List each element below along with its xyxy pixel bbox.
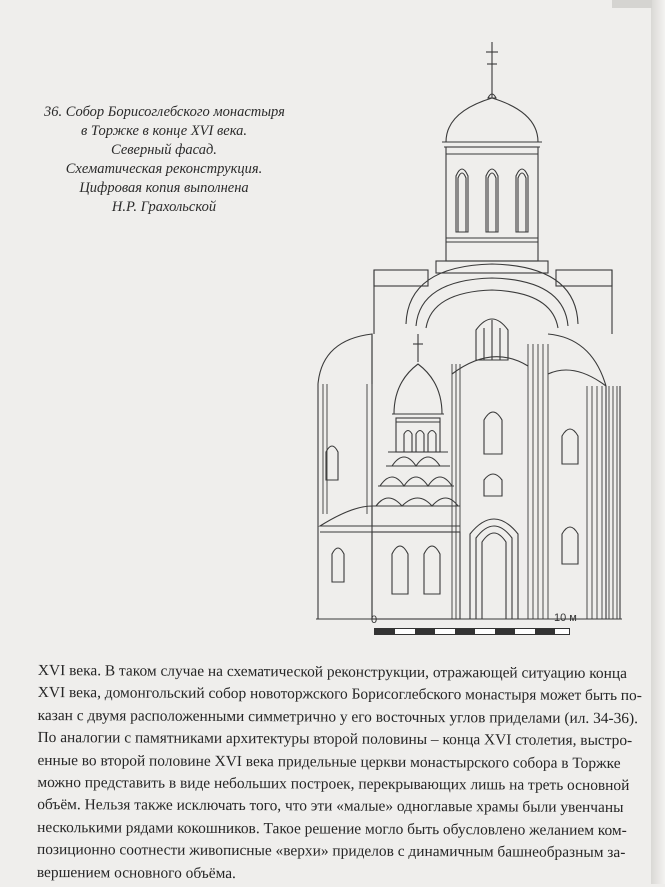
page-top-strip — [612, 0, 652, 8]
caption-line: Северный фасад. — [111, 142, 217, 158]
figure-caption — [44, 103, 284, 217]
text-line: позиционно соотнести живописные «верхи» приделов с динамичным башнеобразным за- — [36, 841, 626, 862]
text-line: можно представить в виде небольших построек, перекрывающих лишь на треть основной — [37, 774, 630, 795]
text-line: казан с двумя расположенными симметрично у его восточных углов приделами (ил. 34-36). — [37, 706, 639, 727]
text-line: вершением основного объёма. — [36, 863, 236, 882]
body-text — [37, 660, 660, 887]
caption-line: 36. Собор Борисоглебского монастыря — [44, 104, 285, 120]
text-line: несколькими рядами кокошников. Такое решение могло быть обусловлено желанием ком- — [37, 818, 627, 839]
scale-bar — [374, 628, 570, 635]
text-line: По аналогии с памятниками архитектуры второй половины – конца XVI столетия, выстро- — [37, 729, 633, 750]
caption-line: Схематическая реконструкция. — [65, 161, 263, 177]
text-line: XVI века. В таком случае на схематической реконструкции, отражающей ситуацию конца — [37, 662, 627, 683]
text-line: XVI века, домонгольский собор новоторжского Борисоглебского монастыря может быть по- — [37, 684, 642, 705]
caption-line: в Торжке в конце XVI века. — [80, 123, 248, 139]
caption-line: Цифровая копия выполнена — [79, 180, 249, 196]
text-line: енные во второй половине XVI века придельные церкви монастырского собора в Торжке — [37, 751, 621, 772]
cathedral-facade-drawing — [312, 34, 632, 629]
caption-line: Н.Р. Грахольской — [111, 199, 217, 215]
scale-start-label: 0 — [371, 614, 378, 626]
scale-end-label: 10 м — [554, 612, 577, 624]
text-line: объём. Нельзя также исключать того, что эти «малые» одноглавые храмы были увенчаны — [37, 796, 624, 817]
